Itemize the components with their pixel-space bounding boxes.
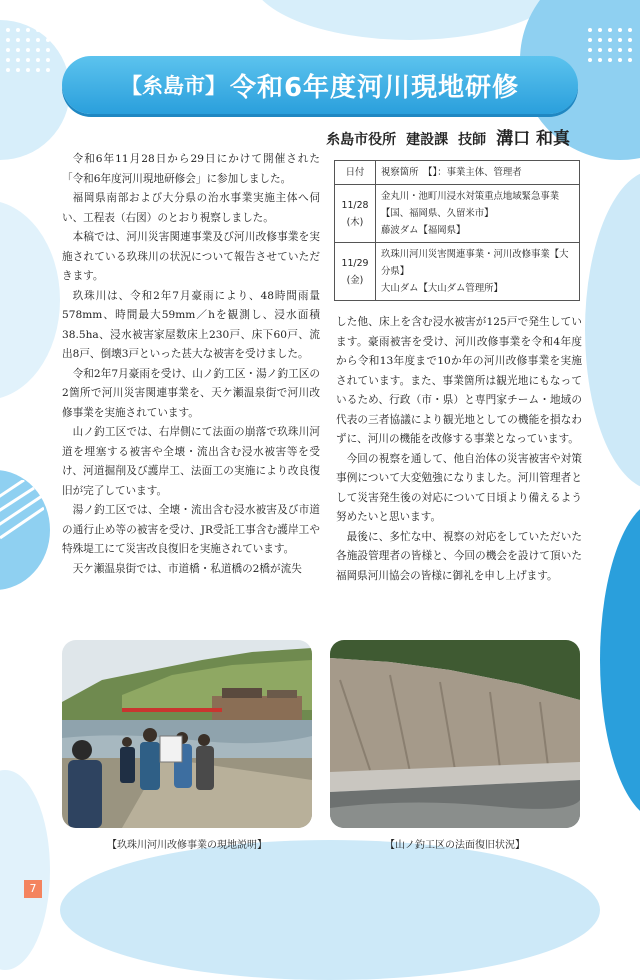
photo-slope-restoration <box>330 640 580 828</box>
schedule-table <box>334 160 580 301</box>
slope-illustration <box>330 640 580 828</box>
date-value: 11/29 <box>341 257 369 269</box>
place-line: 大山ダム【大山ダム管理所】 <box>381 283 503 294</box>
table-cell-date <box>335 243 376 301</box>
paragraph: 令和2年7月豪雨を受け、山ノ釣工区・湯ノ釣工区の2箇所で河川災害関連事業を、天ケ瀬温泉街で河川改修事業を実施されています。 <box>62 367 320 419</box>
table-header-row <box>335 161 580 185</box>
paragraph: 最後に、多忙な中、視察の対応をしていただいた各施設管理者の皆様と、今回の機会を設けて頂いた福岡県河川協会の皆様に御礼を申し上げます。 <box>336 530 582 582</box>
table-row <box>335 243 580 301</box>
river-site-illustration <box>62 640 312 828</box>
paragraph: 湯ノ釣工区では、全壊・流出含む浸水被害及び市道の通行止め等の被害を受け、JR受託工事含む護岸工や特殊堤工にて災害改良復旧を実施されています。 <box>62 504 320 555</box>
table-cell-places <box>376 185 580 243</box>
paragraph: 福岡県南部および大分県の治水事業実施主体へ伺い、工程表（右図）のとおり視察しました。 <box>62 192 320 224</box>
photo-caption-2: 【山ノ釣工区の法面復旧状況】 <box>385 840 525 851</box>
deco-circle-right <box>585 170 640 490</box>
table-cell-date <box>335 185 376 243</box>
paragraph: 令和6年11月28日から29日にかけて開催された「令和6年度河川現地研修会」に参加しました。 <box>62 153 320 185</box>
paragraph: 山ノ釣工区では、右岸側にて法面の崩落で玖珠川河道を埋塞する被害や全壊・流出含む浸水被害等を受け、河道掘削及び護岸工、法面工の実施により改良復旧が完了しています。 <box>62 426 320 497</box>
photo-river-site-explanation <box>62 640 312 828</box>
place-line: 【国、福岡県、久留米市】 <box>381 208 494 219</box>
paragraph: 今回の視察を通して、他自治体の災害被害や対策事例について大変勉強になりました。河川管理者として災害発生後の対応について日頃より備えるよう努めたいと思います。 <box>336 452 582 523</box>
author-name: 溝口 和真 <box>496 129 570 149</box>
weekday-value: (木) <box>346 216 364 228</box>
weekday-value: (金) <box>346 274 364 286</box>
paragraph: した他、床上を含む浸水被害が125戸で発生しています。豪雨被害を受け、河川改修事業を令和4年度から令和13年度まで10か年の河川改修事業を実施されています。また、事業箇所は観光地にもなっているため、行政（市・県）と専門家チーム・地域の代表の三者協議により観光地としての機能を損なわずに、河川の機能を改修する事業となっています。 <box>336 316 582 445</box>
dot-pattern-top-left <box>4 26 56 78</box>
article-header <box>62 56 578 114</box>
table-row <box>335 185 580 243</box>
deco-circle-bottom <box>60 840 600 980</box>
body-column-left <box>62 150 320 579</box>
body-column-right <box>336 313 582 586</box>
paragraph: 玖珠川は、令和2年7月豪雨により、48時間雨量578mm、時間最大59mm／hを観測し、浸水面積38.5ha、浸水被害家屋数床上230戸、床下60戸、流出8戸、倒壊3戸といった甚大な被害を受けました。 <box>62 289 320 360</box>
paragraph: 天ケ瀬温泉街では、市道橋・私道橋の2橋が流失 <box>72 562 302 575</box>
deco-circle-top <box>250 0 570 40</box>
author-dept: 建設課 <box>406 132 449 148</box>
author-role: 技師 <box>458 132 487 148</box>
deco-circle-bottom-left <box>0 770 50 970</box>
place-line: 金丸川・池町川浸水対策重点地域緊急事業 <box>381 191 560 202</box>
table-cell-places <box>376 243 580 301</box>
header-tag: 【糸島市】 <box>120 74 226 98</box>
place-line: 藤波ダム【福岡県】 <box>381 225 466 236</box>
author-line <box>326 124 570 149</box>
table-header-place: 視察箇所 【】：事業主体、管理者 <box>376 161 580 185</box>
deco-circle-right-low <box>600 500 640 820</box>
dot-pattern-top-right <box>586 26 638 78</box>
article-title: 令和6年度河川現地研修 <box>229 72 520 103</box>
date-value: 11/28 <box>341 199 369 211</box>
place-line: 玖珠川河川災害関連事業・河川改修事業【大分県】 <box>381 249 569 277</box>
photo-caption-1: 【玖珠川河川改修事業の現地説明】 <box>107 840 267 851</box>
author-org: 糸島市役所 <box>326 132 397 148</box>
stripe-decoration-left <box>0 480 44 540</box>
table-header-date: 日付 <box>335 161 376 185</box>
deco-circle-left-mid <box>0 200 60 400</box>
paragraph: 本稿では、河川災害関連事業及び河川改修事業を実施されている玖珠川の状況について報告させていただきます。 <box>62 231 320 282</box>
page-number: 7 <box>24 880 42 898</box>
